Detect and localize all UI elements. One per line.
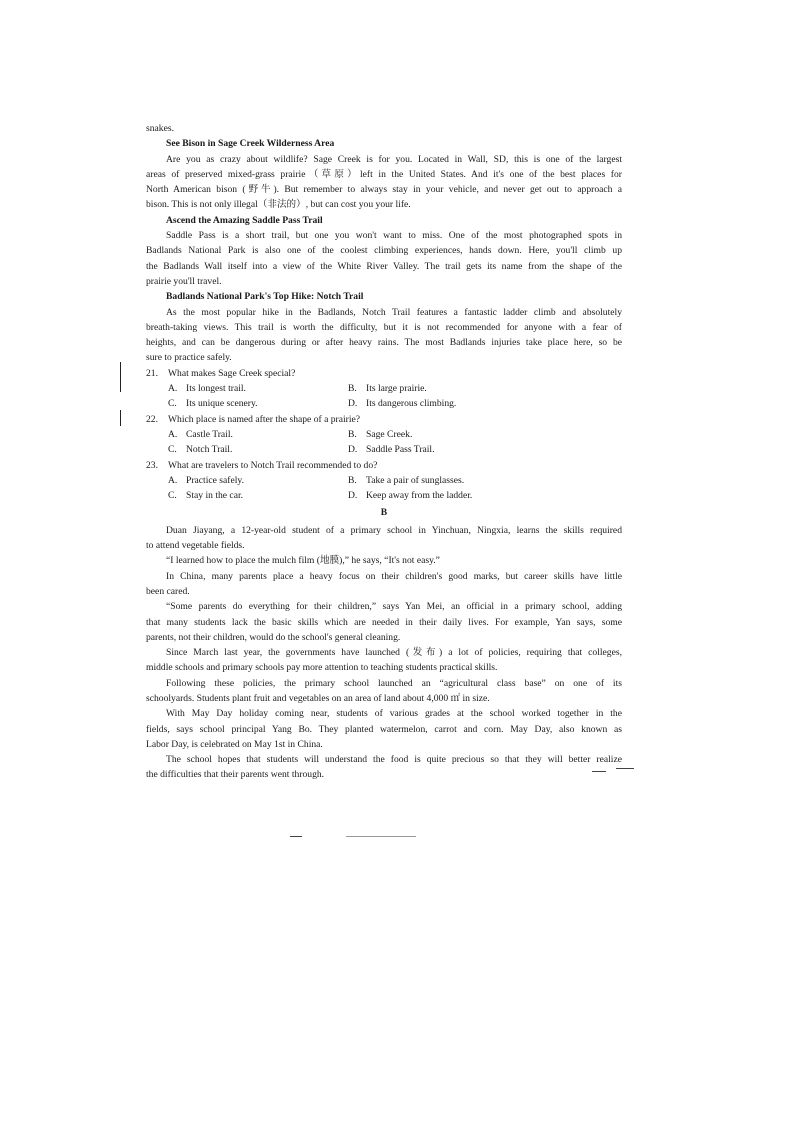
option-text: Stay in the car. xyxy=(186,490,244,502)
answer-option[interactable] xyxy=(168,427,348,442)
paragraph-line: schoolyards. Students plant fruit and vegetables on an area of land about 4,000 ㎡ in size. xyxy=(146,692,490,704)
answer-option[interactable] xyxy=(348,381,528,396)
paragraph-line: breath-taking views. This trail is worth the difficulty, but it is not recommended for anyone with a fear of xyxy=(146,321,622,333)
option-letter: C. xyxy=(168,444,177,456)
answer-option[interactable] xyxy=(168,381,348,396)
question-stem xyxy=(146,366,622,381)
answer-option[interactable] xyxy=(168,488,348,503)
option-text: Its unique scenery. xyxy=(186,398,258,410)
option-letter: B. xyxy=(348,383,357,395)
paragraph-line: Saddle Pass is a short trail, but one you won't want to miss. One of the most photographed spots in xyxy=(166,230,622,242)
paragraph-line: Badlands National Park is also one of the coolest climbing experiences, hands down. Here, you'll climb up xyxy=(146,245,622,257)
question-text: What are travelers to Notch Trail recommended to do? xyxy=(168,459,378,471)
paragraph-line: the Badlands Wall itself into a view of the White River Valley. The trail gets its name from the shape of the xyxy=(146,260,622,272)
paragraph-line: the difficulties that their parents went through. xyxy=(146,769,325,781)
question-stem xyxy=(146,412,622,427)
paragraph-line: been cared. xyxy=(146,585,190,597)
option-row xyxy=(146,381,622,396)
option-text: Its longest trail. xyxy=(186,383,246,395)
paragraph-line: Labor Day, is celebrated on May 1st in China. xyxy=(146,738,323,750)
answer-option[interactable] xyxy=(348,427,528,442)
option-row xyxy=(146,427,622,442)
option-text: Take a pair of sunglasses. xyxy=(366,474,465,486)
margin-mark xyxy=(120,410,121,426)
paragraph-line: middle schools and primary schools pay more attention to teaching students practical skills. xyxy=(146,662,498,674)
section-heading: Badlands National Park's Top Hike: Notch Trail xyxy=(166,291,364,303)
option-letter: A. xyxy=(168,474,178,486)
paragraph-line: parents, not their children, would do the school's general cleaning. xyxy=(146,631,401,643)
option-text: Practice safely. xyxy=(186,474,244,486)
paragraph-line: sure to practice safely. xyxy=(146,352,232,364)
paragraph-line: In China, many parents place a heavy focus on their children's good marks, but career skills have little xyxy=(166,570,622,582)
option-row xyxy=(146,473,622,488)
paragraph-line: Duan Jiayang, a 12-year-old student of a primary school in Yinchuan, Ningxia, learns the skills required xyxy=(166,524,622,536)
question-text: What makes Sage Creek special? xyxy=(168,367,296,379)
scan-mark xyxy=(290,836,302,837)
option-text: Sage Creek. xyxy=(366,428,413,440)
paragraph-line: to attend vegetable fields. xyxy=(146,540,245,552)
answer-option[interactable] xyxy=(168,442,348,457)
paragraph-line: that many students lack the basic skills which are needed in their daily lives. For example, Yan says, some xyxy=(146,616,622,628)
question-number: 21. xyxy=(146,367,158,379)
paragraph-line: fields, says school principal Yang Bo. They planted watermelon, carrot and corn. May Day, also known as xyxy=(146,723,622,735)
question-stem xyxy=(146,458,622,473)
option-letter: D. xyxy=(348,490,358,502)
top-fragment: snakes. xyxy=(146,123,174,134)
paragraph-line: With May Day holiday coming near, students of various grades at the school worked together in the xyxy=(166,708,622,720)
option-text: Notch Trail. xyxy=(186,444,233,456)
paragraph-line: prairie you'll travel. xyxy=(146,275,222,287)
paragraph-line: areas of preserved mixed-grass prairie（草原）left in the United States. And it's one of the best places for xyxy=(146,168,622,180)
passage-b xyxy=(146,523,622,783)
option-row xyxy=(146,396,622,411)
exam-page xyxy=(146,121,622,783)
option-text: Saddle Pass Trail. xyxy=(366,444,435,456)
question-number: 23. xyxy=(146,459,158,471)
section-heading: Ascend the Amazing Saddle Pass Trail xyxy=(166,214,323,226)
option-letter: A. xyxy=(168,383,178,395)
passage-b-label: B xyxy=(380,507,388,519)
option-letter: A. xyxy=(168,428,178,440)
answer-option[interactable] xyxy=(348,488,528,503)
questions xyxy=(146,366,622,504)
answer-option[interactable] xyxy=(348,473,528,488)
paragraph-line: “I learned how to place the mulch film (地膜),” he says, “It's not easy.” xyxy=(166,555,440,567)
question-number: 22. xyxy=(146,413,158,425)
option-text: Its dangerous climbing. xyxy=(366,398,457,410)
paragraph-line: As the most popular hike in the Badlands, Notch Trail features a fantastic ladder climb and absolutely xyxy=(166,306,622,318)
answer-option[interactable] xyxy=(348,396,528,411)
option-letter: D. xyxy=(348,398,358,410)
paragraph-line: Following these policies, the primary school launched an “agricultural class base” on one of its xyxy=(166,677,622,689)
paragraph-line: heights, and can be dangerous during or after heavy rains. The most Badlands injuries take place here, so be xyxy=(146,337,622,349)
option-text: Its large prairie. xyxy=(366,383,427,395)
scan-mark xyxy=(346,836,416,837)
option-letter: B. xyxy=(348,428,357,440)
option-letter: D. xyxy=(348,444,358,456)
section-heading: See Bison in Sage Creek Wilderness Area xyxy=(166,138,335,150)
question-text: Which place is named after the shape of a prairie? xyxy=(168,413,361,425)
paragraph-line: The school hopes that students will understand the food is quite precious so that they will better realize xyxy=(166,754,622,766)
paragraph-line: “Some parents do everything for their children,” says Yan Mei, an official in a primary school, adding xyxy=(166,601,622,613)
option-text: Castle Trail. xyxy=(186,428,233,440)
passage-a xyxy=(146,121,622,366)
option-row xyxy=(146,488,622,503)
option-letter: B. xyxy=(348,474,357,486)
paragraph-line: Are you as crazy about wildlife? Sage Creek is for you. Located in Wall, SD, this is one of the largest xyxy=(166,153,622,165)
paragraph-line: Since March last year, the governments have launched (发布) a lot of policies, requiring that colleges, xyxy=(166,647,622,659)
margin-mark xyxy=(120,362,121,392)
option-letter: C. xyxy=(168,398,177,410)
answer-option[interactable] xyxy=(168,473,348,488)
answer-option[interactable] xyxy=(348,442,528,457)
option-letter: C. xyxy=(168,490,177,502)
paragraph-line: bison. This is not only illegal（非法的）, but can cost you your life. xyxy=(146,199,411,211)
option-row xyxy=(146,442,622,457)
option-text: Keep away from the ladder. xyxy=(366,490,473,502)
answer-option[interactable] xyxy=(168,396,348,411)
paragraph-line: North American bison (野牛). But remember to always stay in your vehicle, and never get out to approach a xyxy=(146,184,622,196)
